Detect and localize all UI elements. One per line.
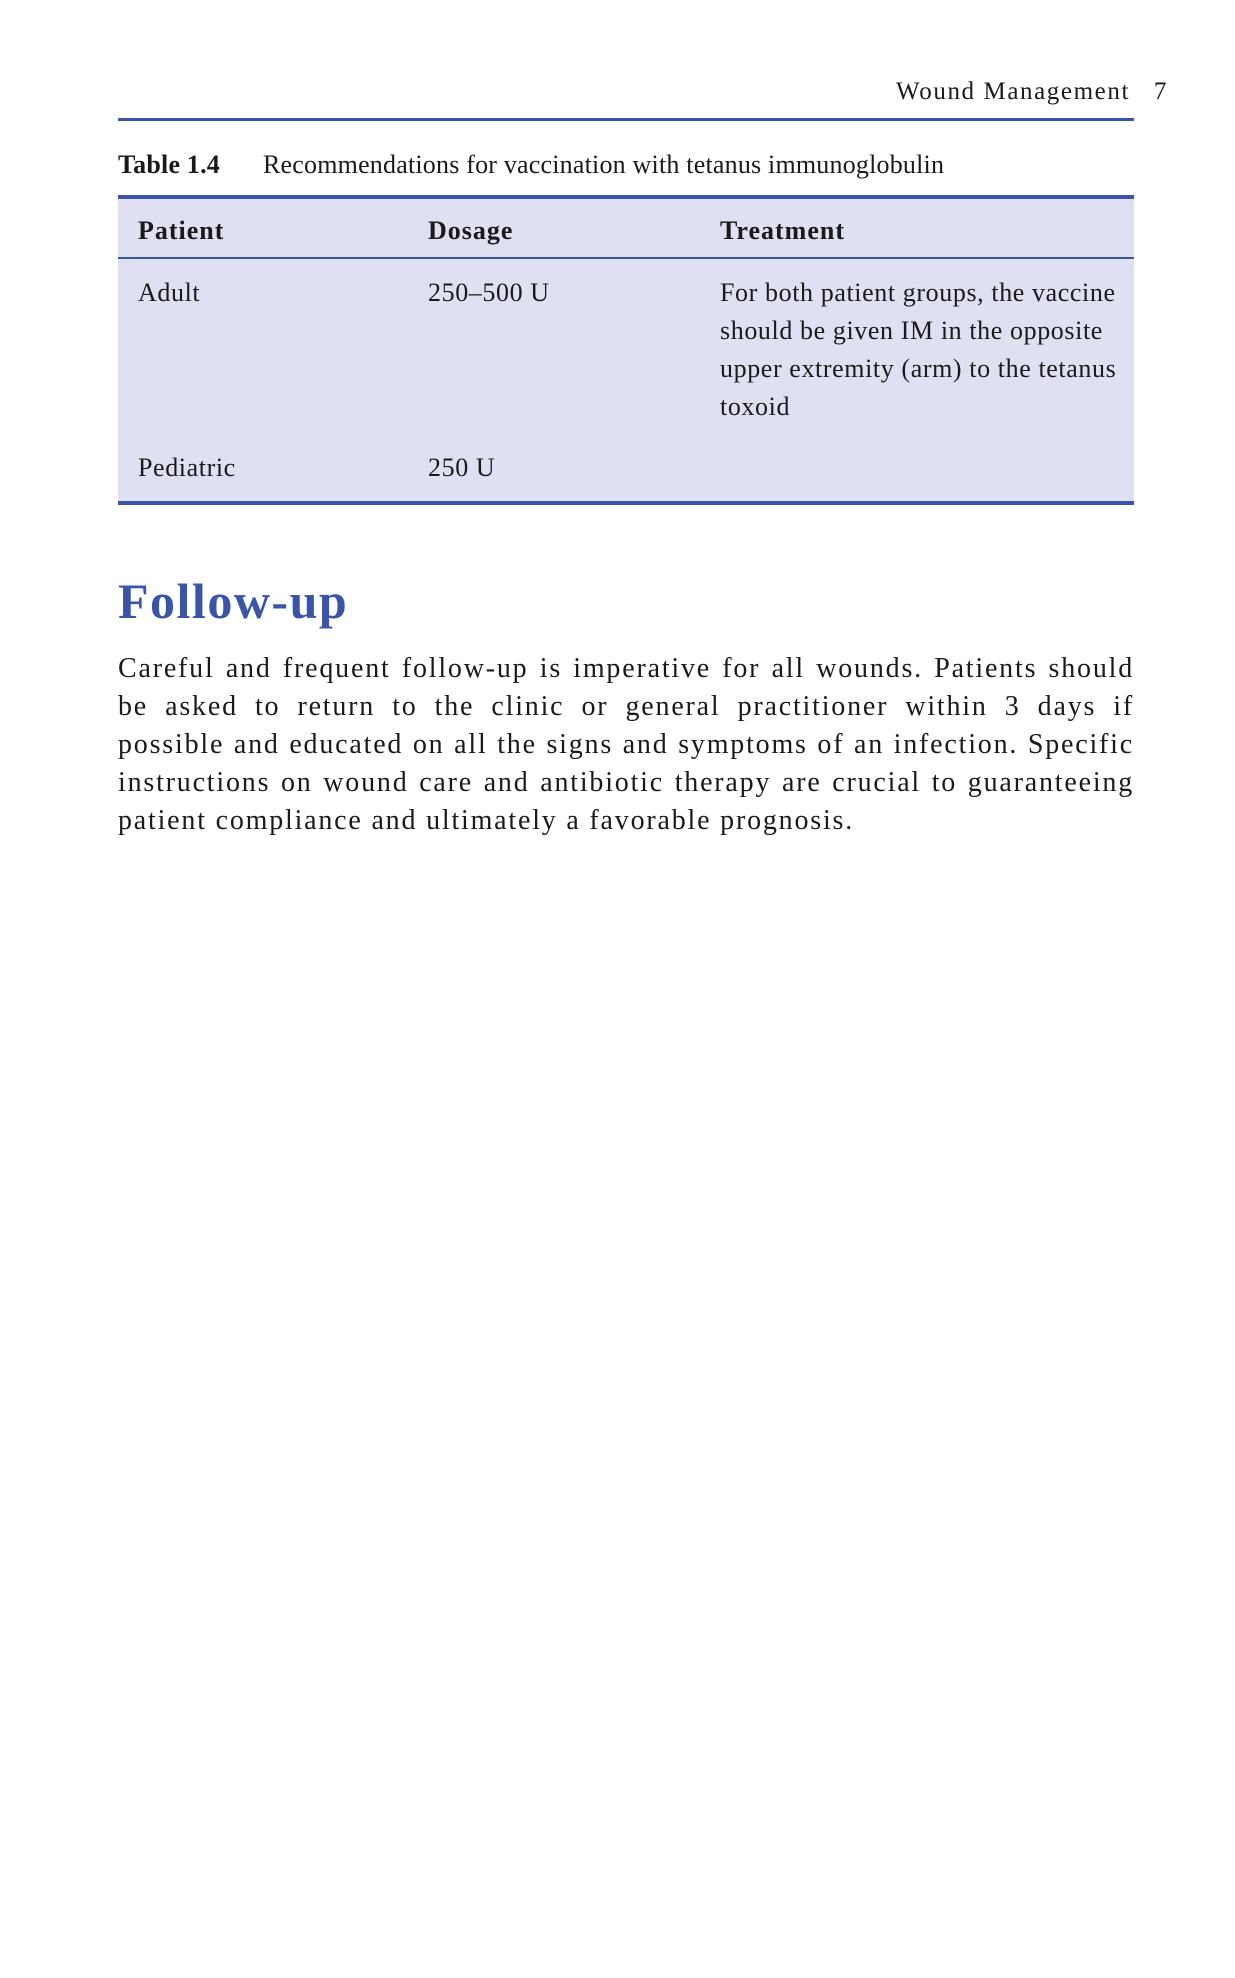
running-head-title: Wound Management [896, 78, 1130, 105]
header-patient: Patient [138, 216, 225, 245]
cell-patient: Pediatric [138, 453, 236, 482]
header-rule [118, 118, 1134, 121]
header-dosage: Dosage [428, 216, 514, 245]
body-paragraph: Careful and frequent follow-up is imperative for all wounds. Patients should be asked to return to the clinic or general practitioner within 3 days if possible and educated on all the signs and symptoms of an infection. Specific instructions on wound care and antibiotic therapy are crucial to guaranteeing patient compliance and ultimately a favorable prognosis. [118, 653, 1134, 836]
cell-treatment: For both patient groups, the vaccine should be given IM in the opposite upper extremity (arm) to the tetanus toxoid [720, 278, 1117, 421]
vaccination-table [118, 195, 1134, 505]
table-caption-text: Recommendations for vaccination with tetanus immunoglobulin [263, 150, 945, 179]
cell-dosage: 250–500 U [428, 278, 550, 307]
header-treatment: Treatment [720, 216, 845, 245]
page-number: 7 [1153, 78, 1168, 105]
table-header-row [118, 199, 1134, 259]
running-head [118, 78, 1168, 110]
table-caption [118, 150, 1134, 180]
table-label: Table 1.4 [118, 150, 220, 179]
section-heading: Follow-up [118, 573, 349, 629]
cell-dosage: 250 U [428, 453, 496, 482]
cell-patient: Adult [138, 278, 201, 307]
